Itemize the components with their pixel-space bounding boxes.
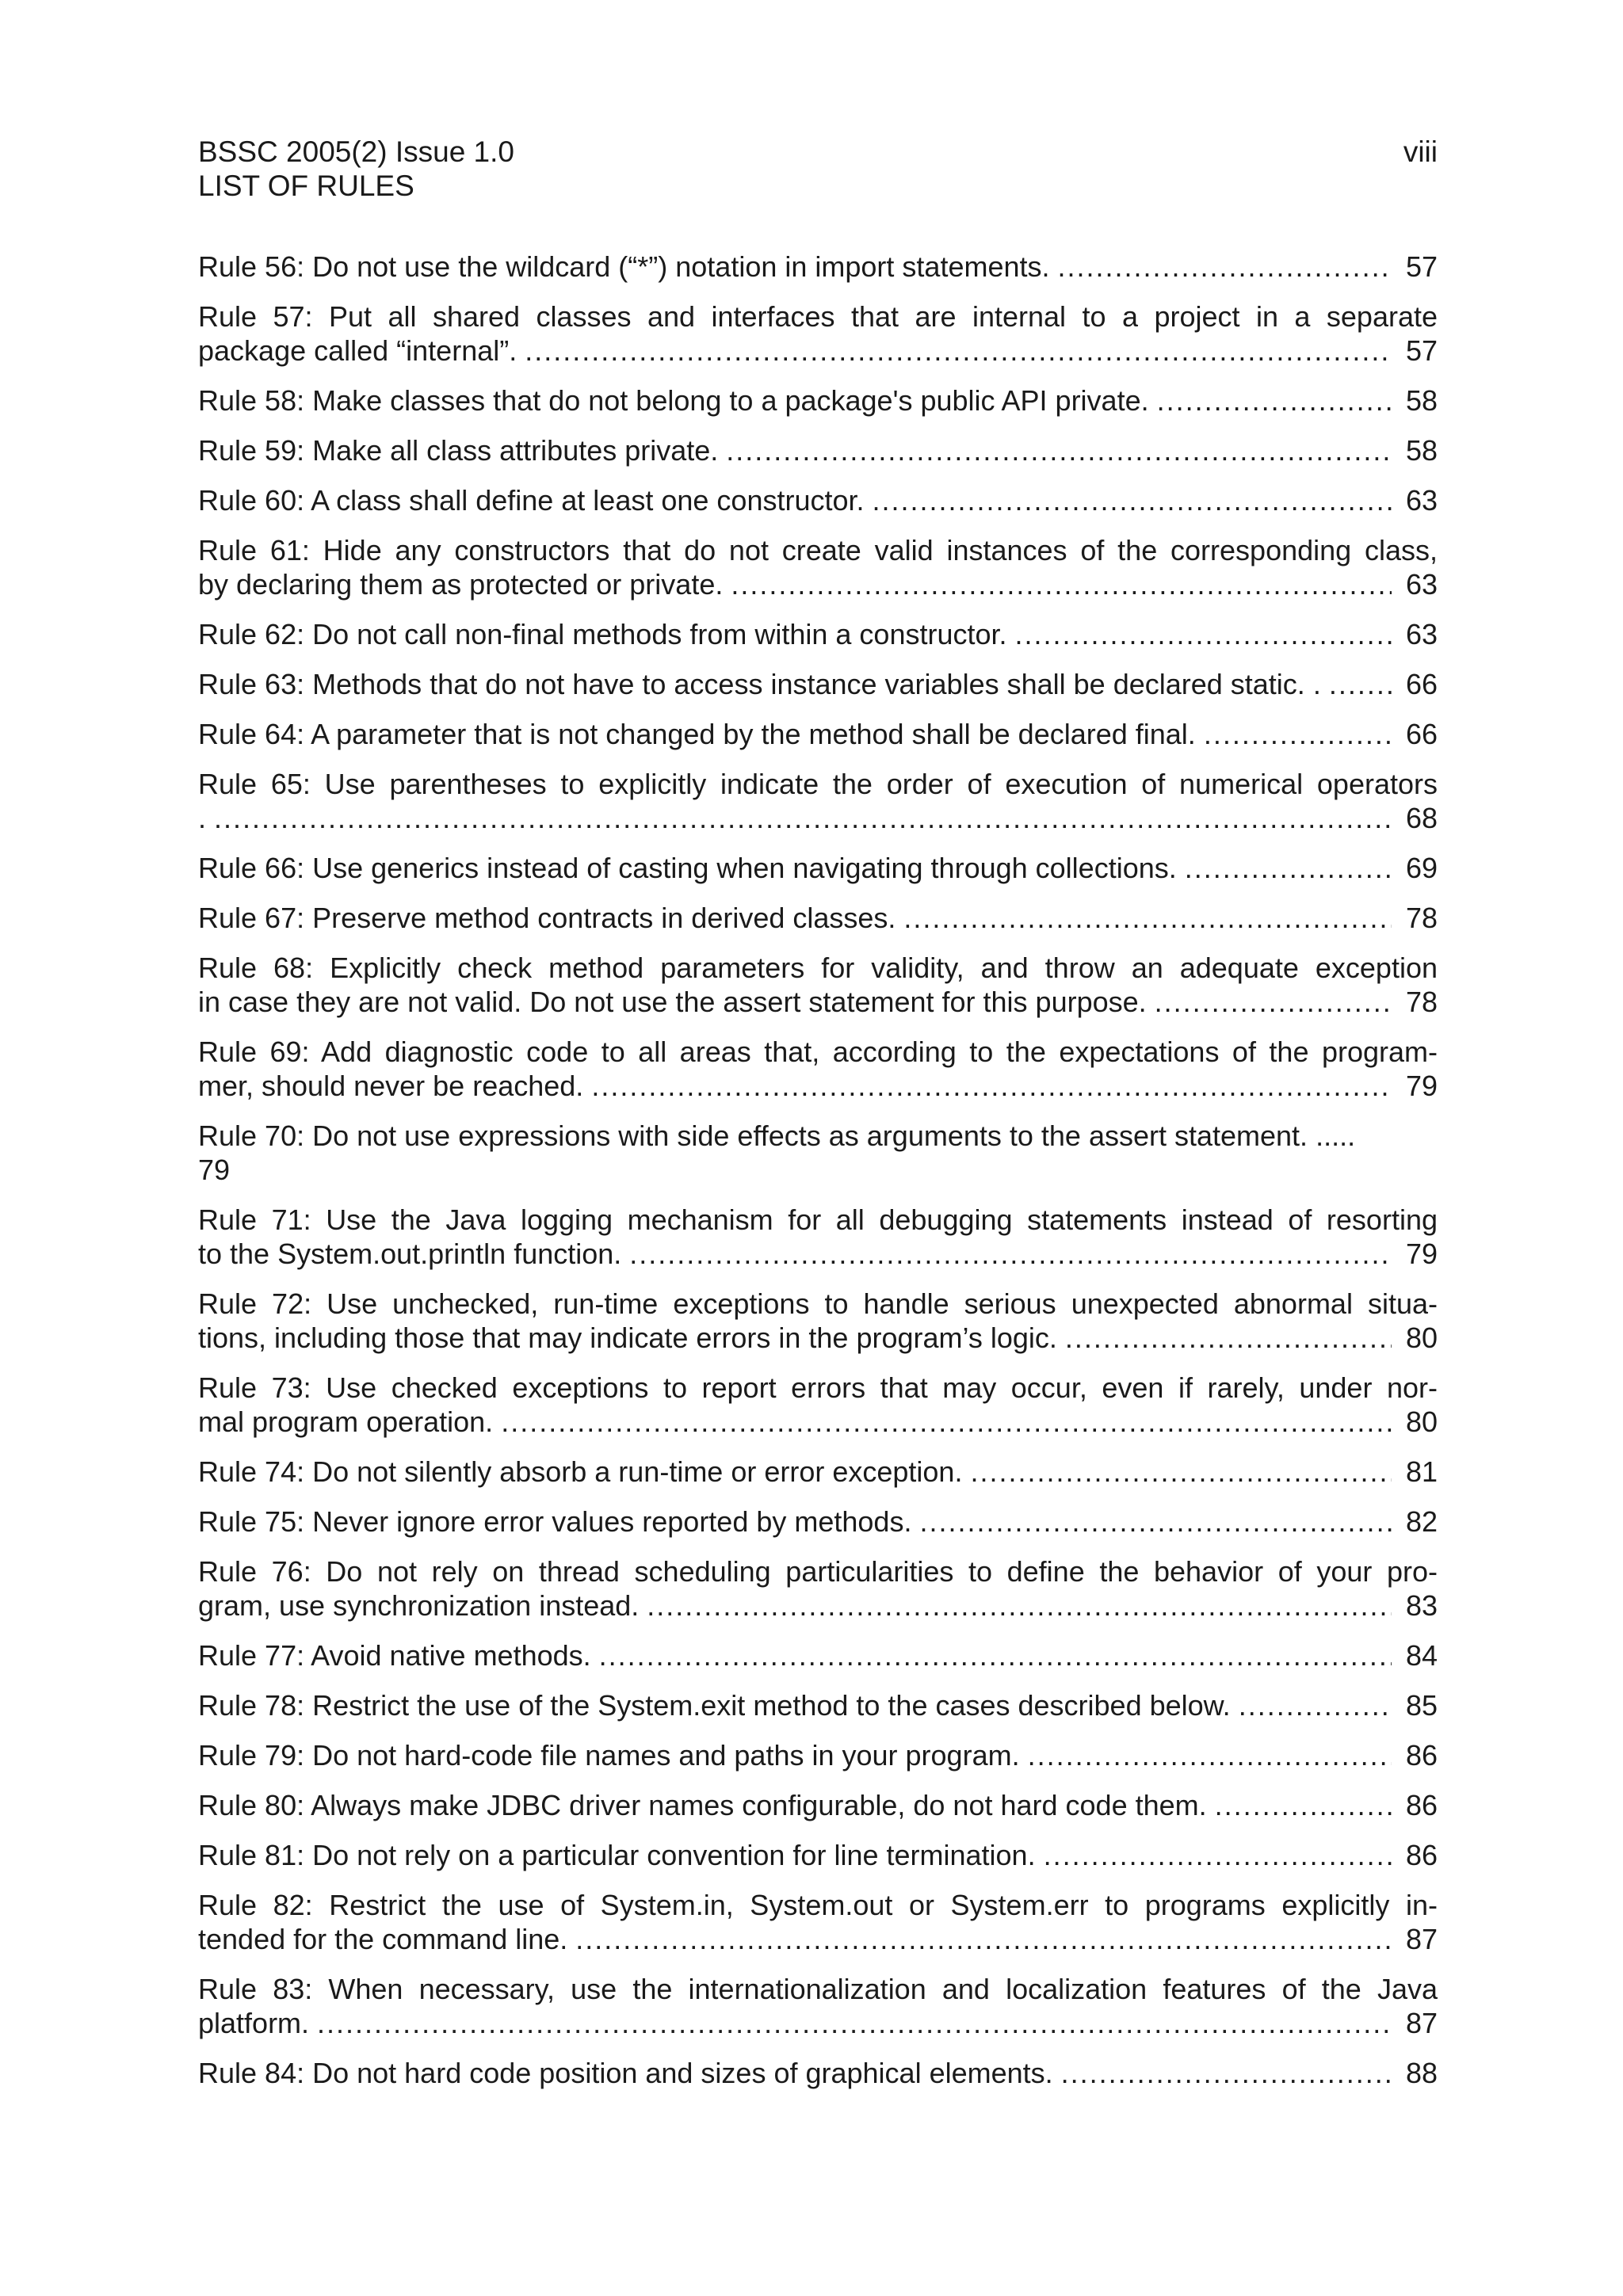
rule-text: Rule 66: Use generics instead of casting when navigating through collections.: [198, 852, 1177, 884]
rule-page-number: 82: [1405, 1505, 1438, 1538]
rule-text: Rule 64: A parameter that is not changed by the method shall be declared final.: [198, 718, 1196, 750]
rule-text: by declaring them as protected or private.: [198, 568, 724, 601]
rule-text: Rule 84: Do not hard code position and sizes of graphical elements.: [198, 2057, 1053, 2089]
dot-leader: [903, 901, 1392, 935]
rule-page-number: 86: [1405, 1789, 1438, 1821]
toc-entry[interactable]: [198, 433, 1438, 467]
rule-page-number: 83: [1405, 1589, 1438, 1622]
toc-entry[interactable]: [198, 767, 1438, 835]
toc-entry[interactable]: [198, 851, 1438, 885]
rule-page-number: 79: [1405, 1238, 1438, 1270]
dot-leader: [1015, 617, 1392, 651]
toc-entry[interactable]: [198, 299, 1438, 368]
rule-page-number: 63: [1405, 618, 1438, 650]
rule-page-number: 78: [1405, 986, 1438, 1018]
rule-page-number: 84: [1405, 1639, 1438, 1672]
rule-text: Rule 75: Never ignore error values reported by methods.: [198, 1505, 912, 1538]
dot-leader: [731, 567, 1392, 601]
dot-leader: [1204, 717, 1392, 751]
dot-leader: [1061, 2056, 1392, 2090]
dot-leader: [501, 1405, 1392, 1439]
rule-page-number: 88: [1405, 2057, 1438, 2089]
toc-entry[interactable]: [198, 1638, 1438, 1672]
toc-entry[interactable]: [198, 1738, 1438, 1772]
toc-entry[interactable]: [198, 1371, 1438, 1439]
toc-entry[interactable]: [198, 2056, 1438, 2090]
dot-leader: [1185, 851, 1392, 885]
rule-page-number: 63: [1405, 484, 1438, 517]
toc-entry[interactable]: [198, 717, 1438, 751]
rule-text: Rule 74: Do not silently absorb a run-time or error exception.: [198, 1455, 963, 1488]
dot-leader: [970, 1455, 1391, 1489]
toc-entry[interactable]: [198, 901, 1438, 935]
toc-entry[interactable]: [198, 951, 1438, 1019]
rule-page-number: 69: [1405, 852, 1438, 884]
toc-entry[interactable]: [198, 1455, 1438, 1489]
rule-text: package called “internal”.: [198, 334, 517, 367]
section-title: LIST OF RULES: [198, 170, 414, 202]
toc-entry[interactable]: [198, 667, 1438, 701]
dot-leader: [1065, 1321, 1392, 1355]
rule-text: mal program operation.: [198, 1405, 494, 1438]
rule-page-number: 63: [1405, 568, 1438, 601]
dot-leader: [726, 433, 1392, 467]
rule-page-number: 57: [1405, 334, 1438, 367]
toc-entry[interactable]: [198, 617, 1438, 651]
rule-text: tended for the command line.: [198, 1923, 568, 1955]
rule-page-number: 66: [1405, 718, 1438, 750]
rule-text: .: [198, 802, 207, 834]
rule-text: Rule 78: Restrict the use of the System.exit method to the cases described below.: [198, 1689, 1231, 1722]
dot-leader: [599, 1638, 1392, 1672]
rule-text: Rule 65: Use parentheses to explicitly indicate the order of execution of numerical operators: [198, 768, 1438, 800]
toc-entry[interactable]: [198, 1119, 1438, 1187]
rule-text: Rule 77: Avoid native methods.: [198, 1639, 591, 1672]
header-row: [198, 135, 1438, 169]
page-header: [198, 135, 1438, 203]
rule-text: Rule 63: Methods that do not have to access instance variables shall be declared static. .: [198, 668, 1321, 700]
rule-text: Rule 61: Hide any constructors that do not create valid instances of the corresponding class,: [198, 534, 1438, 566]
rule-page-number: 81: [1405, 1455, 1438, 1488]
toc-entry[interactable]: [198, 1838, 1438, 1872]
document-id: BSSC 2005(2) Issue 1.0: [198, 135, 514, 168]
rule-page-number: 86: [1405, 1839, 1438, 1871]
rule-page-number: 57: [1405, 250, 1438, 283]
rule-page-number: 79: [1405, 1070, 1438, 1102]
rule-text: Rule 83: When necessary, use the internationalization and localization features of the Java: [198, 1973, 1438, 2005]
rule-text: Rule 72: Use unchecked, run-time exceptions to handle serious unexpected abnormal situa-: [198, 1287, 1438, 1320]
rule-page-number: 58: [1405, 384, 1438, 417]
rule-page-number: 86: [1405, 1739, 1438, 1772]
toc-entry[interactable]: [198, 533, 1438, 601]
dot-leader: [1058, 250, 1392, 284]
rule-page-number: 87: [1405, 2007, 1438, 2039]
rule-text: in case they are not valid. Do not use the assert statement for this purpose.: [198, 986, 1147, 1018]
toc-entry[interactable]: [198, 1788, 1438, 1822]
toc-entry[interactable]: [198, 383, 1438, 418]
rule-page-number: 80: [1405, 1405, 1438, 1438]
rule-page-number: 68: [1405, 802, 1438, 834]
toc-entry[interactable]: [198, 1203, 1438, 1271]
toc-entry[interactable]: [198, 1035, 1438, 1103]
rule-text: Rule 76: Do not rely on thread scheduling particularities to define the behavior of your pro-: [198, 1555, 1438, 1588]
rule-page-number: 58: [1405, 434, 1438, 467]
dot-leader: [1028, 1738, 1392, 1772]
rule-list: [198, 250, 1438, 2106]
rule-text: Rule 58: Make classes that do not belong to a package's public API private.: [198, 384, 1149, 417]
rule-text: Rule 69: Add diagnostic code to all areas that, according to the expectations of the program-: [198, 1035, 1438, 1068]
rule-text: Rule 57: Put all shared classes and interfaces that are internal to a project in a separate: [198, 300, 1438, 333]
toc-entry[interactable]: [198, 1972, 1438, 2040]
rule-text: Rule 71: Use the Java logging mechanism for all debugging statements instead of resorting: [198, 1203, 1438, 1236]
rule-text: mer, should never be reached.: [198, 1070, 584, 1102]
dot-leader: [1044, 1838, 1392, 1872]
page-number-roman: viii: [1403, 135, 1438, 168]
rule-text: tions, including those that may indicate errors in the program’s logic.: [198, 1322, 1057, 1354]
toc-entry[interactable]: [198, 1688, 1438, 1722]
toc-entry[interactable]: [198, 483, 1438, 517]
rule-text: Rule 68: Explicitly check method parameters for validity, and throw an adequate exception: [198, 952, 1438, 984]
rule-text: Rule 60: A class shall define at least one constructor.: [198, 484, 865, 517]
rule-page-number: 66: [1405, 668, 1438, 700]
toc-entry[interactable]: [198, 250, 1438, 284]
rule-text: Rule 82: Restrict the use of System.in, System.out or System.err to programs explicitly in-: [198, 1889, 1438, 1921]
rule-page-number: 87: [1405, 1923, 1438, 1955]
rule-text: gram, use synchronization instead.: [198, 1589, 640, 1622]
rule-text: Rule 81: Do not rely on a particular convention for line termination.: [198, 1839, 1036, 1871]
dot-leader: [575, 1922, 1392, 1956]
dot-leader: [1155, 985, 1392, 1019]
rule-page-number: 79: [198, 1154, 231, 1186]
dot-leader: [591, 1069, 1392, 1103]
dot-leader: [1239, 1688, 1392, 1722]
dot-leader: [919, 1505, 1391, 1539]
rule-page-number: 80: [1405, 1322, 1438, 1354]
dot-leader: [647, 1589, 1392, 1623]
toc-entry[interactable]: [198, 1287, 1438, 1355]
dot-leader: [629, 1237, 1392, 1271]
dot-leader: [873, 483, 1392, 517]
rule-text: Rule 73: Use checked exceptions to report errors that may occur, even if rarely, under nor-: [198, 1371, 1438, 1404]
toc-entry[interactable]: [198, 1888, 1438, 1956]
rule-text: Rule 70: Do not use expressions with side effects as arguments to the assert statement. .....: [198, 1119, 1356, 1152]
toc-entry[interactable]: [198, 1554, 1438, 1623]
dot-leader: [525, 334, 1392, 368]
rule-text: Rule 56: Do not use the wildcard (“*”) notation in import statements.: [198, 250, 1050, 283]
dot-leader: [1329, 667, 1392, 701]
dot-leader: [1157, 383, 1392, 418]
rule-page-number: 85: [1405, 1689, 1438, 1722]
rule-text: to the System.out.println function.: [198, 1238, 622, 1270]
rule-text: Rule 67: Preserve method contracts in derived classes.: [198, 902, 896, 934]
rule-text: Rule 62: Do not call non-final methods from within a constructor.: [198, 618, 1007, 650]
rule-text: Rule 79: Do not hard-code file names and paths in your program.: [198, 1739, 1020, 1772]
rule-page-number: 78: [1405, 902, 1438, 934]
dot-leader: [214, 801, 1392, 835]
rule-text: platform.: [198, 2007, 310, 2039]
dot-leader: [1215, 1788, 1392, 1822]
dot-leader: [317, 2006, 1392, 2040]
toc-entry[interactable]: [198, 1505, 1438, 1539]
rule-text: Rule 80: Always make JDBC driver names configurable, do not hard code them.: [198, 1789, 1207, 1821]
rule-text: Rule 59: Make all class attributes private.: [198, 434, 719, 467]
